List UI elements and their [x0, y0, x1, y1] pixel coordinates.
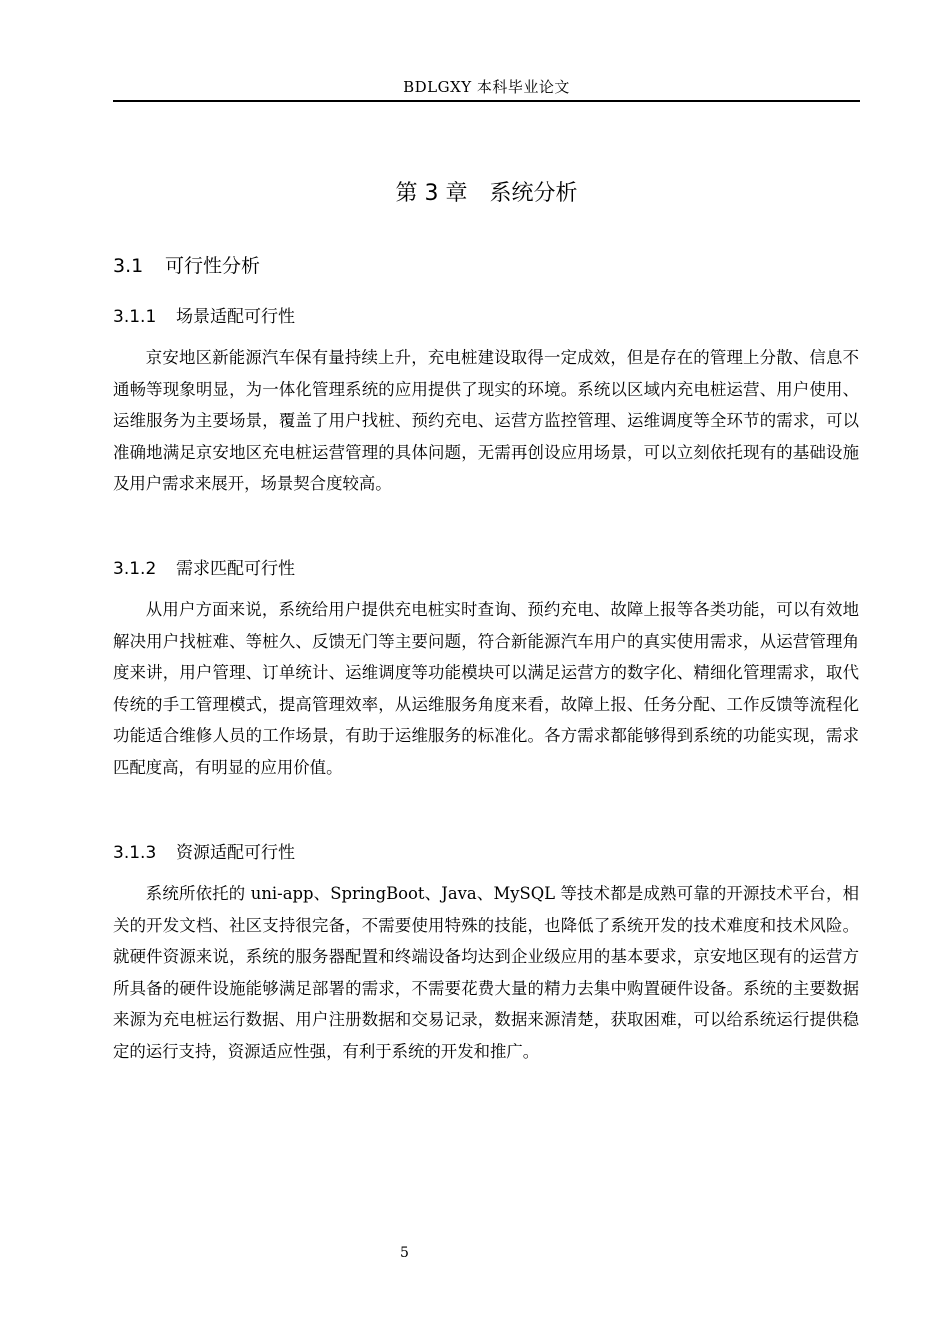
subsection-title: 需求匹配可行性	[176, 559, 295, 579]
paragraph-3-1-3: 系统所依托的 uni-app、SpringBoot、Java、MySQL 等技术都是成熟可靠的开源技术平台，相关的开发文档、社区支持很完备，不需要使用特殊的技能，也降低了系统开发的技术难度和技术风险。就硬件资源来说，系统的服务器配置和终端设备均达到企业级应用的基本要求，京安地区现有的运营方所具备的硬件设施能够满足部署的需求，不需要花费大量的精力去集中购置硬件设备。系统的主要数据来源为充电桩运行数据、用户注册数据和交易记录，数据来源清楚，获取困难，可以给系统运行提供稳定的运行支持，资源适应性强，有利于系统的开发和推广。	[113, 884, 859, 1061]
page-number: 5	[400, 1245, 409, 1261]
chapter-title	[113, 178, 860, 210]
subsection-number: 3.1.3	[113, 843, 157, 863]
section-heading-3-1	[113, 252, 260, 280]
paragraph-3-1-1: 京安地区新能源汽车保有量持续上升，充电桩建设取得一定成效，但是存在的管理上分散、信息不通畅等现象明显，为一体化管理系统的应用提供了现实的环境。系统以区域内充电桩运营、用户使用、运维服务为主要场景，覆盖了用户找桩、预约充电、运营方监控管理、运维调度等全环节的需求，可以准确地满足京安地区充电桩运营管理的具体问题，无需再创设应用场景，可以立刻依托现有的基础设施及用户需求来展开，场景契合度较高。	[113, 348, 859, 494]
section-number: 3.1	[113, 255, 144, 277]
subsection-title: 场景适配可行性	[176, 307, 295, 327]
running-header: BDLGXY 本科毕业论文	[403, 78, 570, 96]
subsection-number: 3.1.2	[113, 559, 157, 579]
chapter-number: 第 3 章	[395, 181, 468, 206]
subsection-heading-3-1-2	[113, 556, 295, 582]
chapter-name: 系统分析	[489, 181, 578, 206]
section-title: 可行性分析	[165, 255, 261, 277]
subsection-heading-3-1-1	[113, 304, 295, 330]
subsection-title: 资源适配可行性	[176, 843, 295, 863]
subsection-number: 3.1.1	[113, 307, 157, 327]
paragraph-3-1-2: 从用户方面来说，系统给用户提供充电桩实时查询、预约充电、故障上报等各类功能，可以有效地解决用户找桩难、等桩久、反馈无门等主要问题，符合新能源汽车用户的真实使用需求，从运营管理角度来讲，用户管理、订单统计、运维调度等功能模块可以满足运营方的数字化、精细化管理需求，取代传统的手工管理模式，提高管理效率，从运维服务角度来看，故障上报、任务分配、工作反馈等流程化功能适合维修人员的工作场景，有助于运维服务的标准化。各方需求都能够得到系统的功能实现，需求匹配度高，有明显的应用价值。	[113, 600, 859, 777]
header-rule	[113, 100, 860, 102]
subsection-heading-3-1-3	[113, 840, 295, 866]
